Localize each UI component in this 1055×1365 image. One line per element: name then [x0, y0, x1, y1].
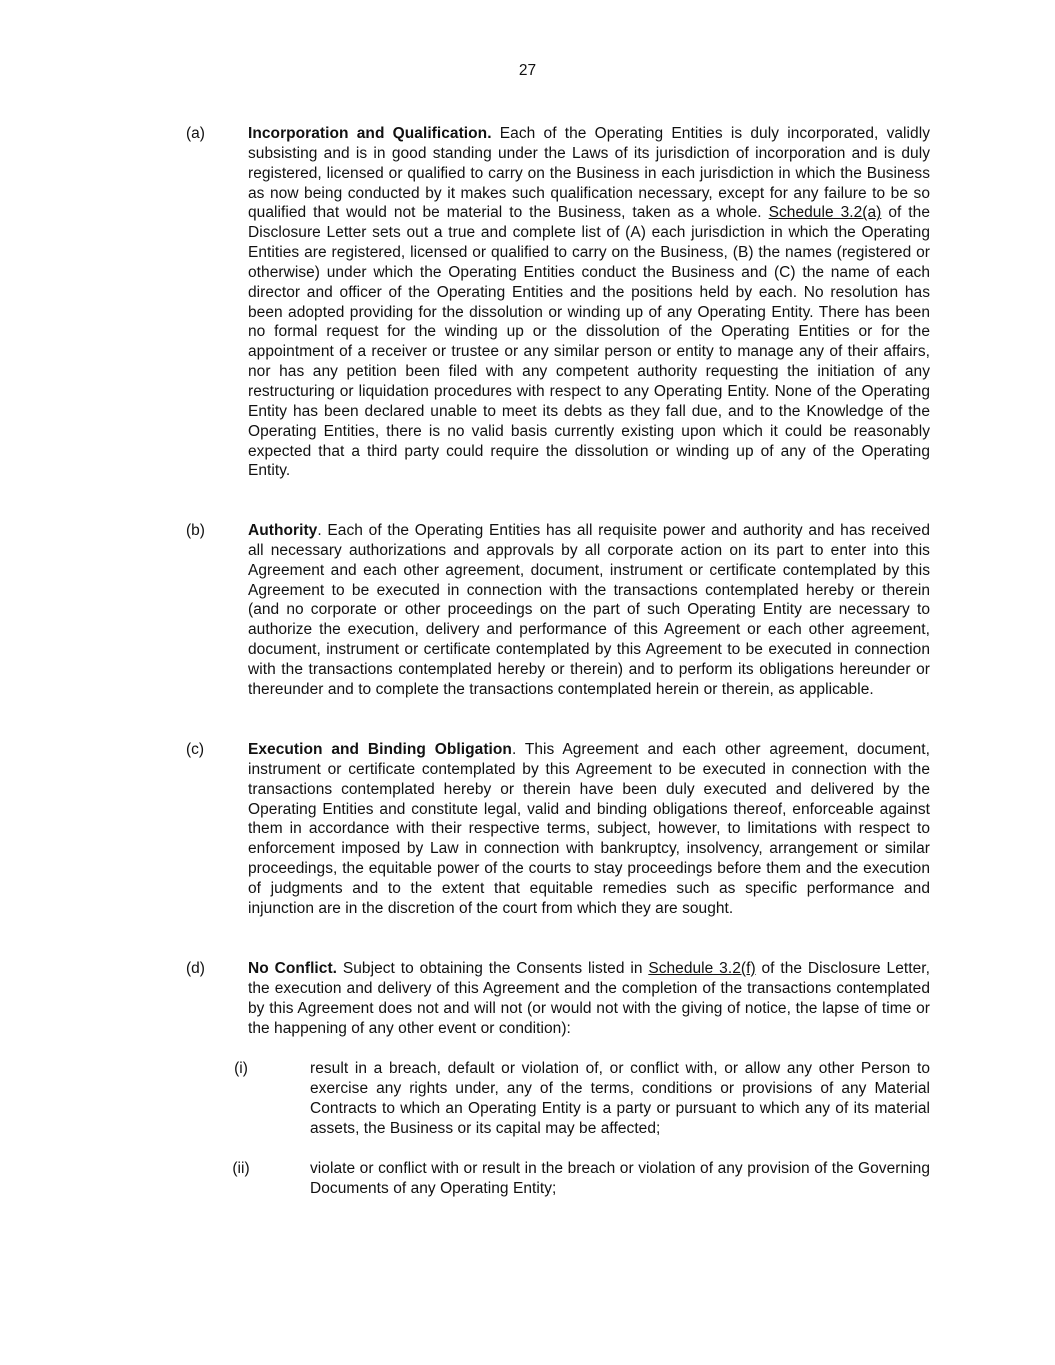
subsection-d-i [230, 1059, 930, 1138]
subsection-d-ii [230, 1159, 930, 1199]
section-a-text-2: of the Disclosure Letter sets out a true and complete list of (A) each jurisdiction in which the Operating Entities are registered, licensed or qualified to carry on the Business, (B) the names (registered or otherwise) under which the Operating Entities conduct the Business and (C) the name of each director and officer of the Operating Entities and the positions held by each. No resolution has been adopted providing for the dissolution or winding up of any Operating Entity. There has been no formal request for the winding up or the dissolution of the Operating Entities or for the appointment of a receiver or trustee or any similar person or entity to manage any of their affairs, nor has any petition been filed with any competent authority requesting the initiation of any restructuring or liquidation procedures with respect to any Operating Entity. None of the Operating Entity has been declared unable to meet its debts as they fall due, and to the Knowledge of the Operating Entities, there is no valid basis currently existing upon which it could be reasonably expected that a third party could require the dissolution or winding up of any of the Operating Entity. [248, 204, 931, 480]
subsection-d-ii-label: (ii) [232, 1160, 250, 1177]
section-d-text-1: Subject to obtaining the Consents listed in [337, 960, 649, 977]
section-a [186, 124, 930, 481]
subsection-d-ii-text: violate or conflict with or result in the breach or violation of any provision of the Governing Documents of any Operating Entity; [310, 1160, 930, 1197]
schedule-3-2-a-reference: Schedule 3.2(a) [768, 204, 882, 222]
section-c-body [248, 740, 930, 919]
section-b-text: . Each of the Operating Entities has all requisite power and authority and has received all necessary authorizations and approvals by all corporate action on its part to enter into this Agreement and each other agreement, document, instrument or certificate contemplated by this Agreement to be executed in connection with the transactions contemplated hereby or therein (and no corporate or other proceedings on the part of such Operating Entity are necessary to authorize the execution, delivery and performance of this Agreement or each other agreement, document, instrument or certificate contemplated by this Agreement to be executed in connection with the transactions contemplated hereby or therein) and to perform its obligations hereunder or thereunder and to complete the transactions contemplated herein or therein, as applicable. [248, 522, 930, 698]
section-d [186, 959, 930, 1038]
section-c-heading: Execution and Binding Obligation [248, 741, 512, 758]
section-d-text-2: of the Disclosure Letter, the execution and delivery of this Agreement and the completion of the transactions contemplated by this Agreement does not and will not (or would not with the giving of notice, the lapse of time or the happening of any other event or condition): [248, 960, 930, 1037]
section-d-body [248, 959, 930, 1038]
section-a-label: (a) [186, 125, 205, 142]
subsection-d-i-text: result in a breach, default or violation of, or conflict with, or allow any other Person to exercise any rights under, any of the terms, conditions or provisions of any Material Contracts to which an Operating Entity is a party or pursuant to which any of its material assets, the Business or its capital may be affected; [310, 1060, 930, 1137]
section-c [186, 740, 930, 919]
section-d-heading: No Conflict. [248, 960, 338, 977]
section-c-label: (c) [186, 741, 205, 758]
section-a-body [248, 124, 930, 481]
page-number: 27 [518, 62, 537, 79]
section-a-text-1: Each of the Operating Entities is duly incorporated, validly subsisting and is in good standing under the Laws of its jurisdiction of incorporation and is duly registered, licensed or qualified to carry on the Business in each jurisdiction in which the Business as now being conducted by it makes such qualification necessary, except for any failure to be so qualified that would not be material to the Business, taken as a whole. [248, 125, 930, 222]
subsection-d-i-label: (i) [234, 1060, 248, 1077]
section-b-heading: Authority [248, 522, 318, 539]
section-d-label: (d) [186, 960, 205, 977]
section-b [186, 521, 930, 700]
schedule-3-2-f-reference: Schedule 3.2(f) [648, 960, 756, 977]
section-a-heading: Incorporation and Qualification. [248, 125, 492, 142]
section-b-body [248, 521, 930, 700]
section-b-label: (b) [186, 522, 205, 539]
section-c-text: . This Agreement and each other agreement, document, instrument or certificate contemplated by this Agreement to be executed in connection with the transactions contemplated hereby or therein have been duly executed and delivered by the Operating Entities and constitute legal, valid and binding obligations thereof, enforceable against them in accordance with their respective terms, subject, however, to limitations with respect to enforcement imposed by Law in connection with bankruptcy, insolvency, arrangement or similar proceedings, the equitable power of the courts to stay proceedings before them and the execution of judgments and to the extent that equitable remedies such as specific performance and injunction are in the discretion of the court from which they are sought. [248, 741, 930, 917]
